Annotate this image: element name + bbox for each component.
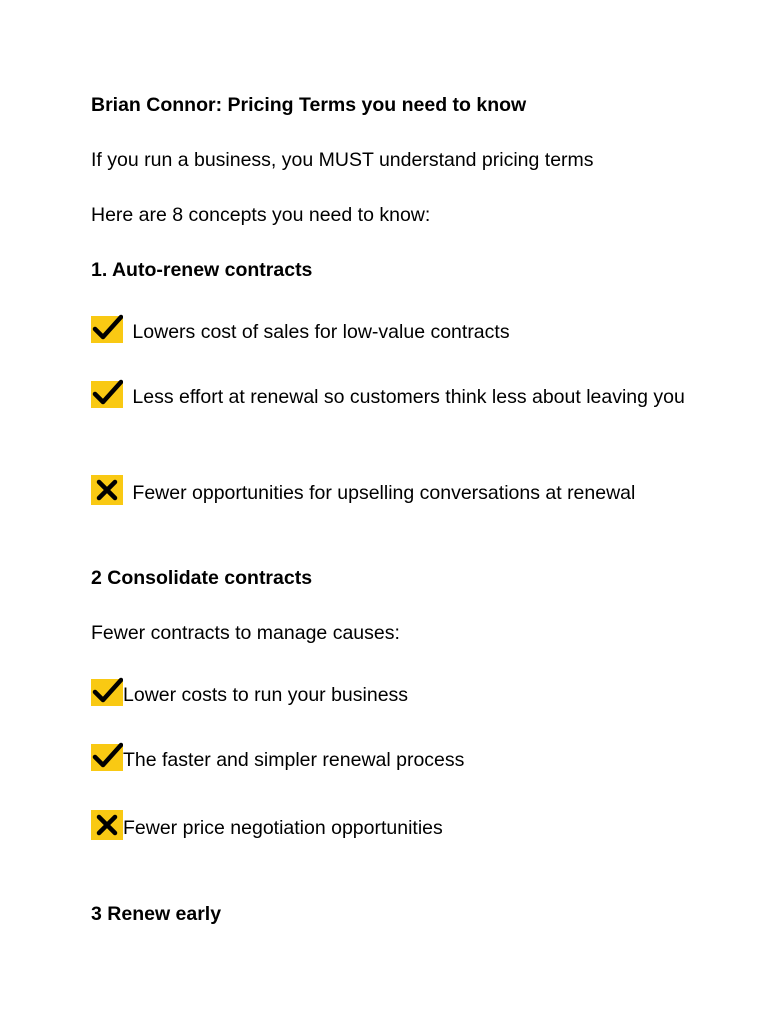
section-lead: Fewer contracts to manage causes:: [91, 622, 400, 644]
list-item-text: Fewer price negotiation opportunities: [123, 817, 443, 839]
list-item-text: Lower costs to run your business: [123, 684, 409, 706]
list-item-text: Fewer opportunities for upselling conversations at renewal: [127, 482, 636, 504]
check-mark-icon: [91, 742, 123, 772]
list-item-text: The faster and simpler renewal process: [123, 749, 465, 771]
list-item-text: Less effort at renewal so customers think less about leaving you: [127, 386, 685, 408]
check-mark-icon: [91, 314, 123, 344]
check-mark-icon: [91, 677, 123, 707]
section-heading-auto-renew: 1. Auto-renew contracts: [91, 259, 313, 281]
section-heading-renew-early: 3 Renew early: [91, 903, 222, 925]
document-title: Brian Connor: Pricing Terms you need to know: [91, 94, 527, 116]
check-mark-icon: [91, 379, 123, 409]
list-item: [91, 379, 691, 411]
list-item: [91, 677, 691, 709]
list-item: [91, 475, 691, 507]
list-item: [91, 314, 691, 346]
list-item-text: Lowers cost of sales for low-value contracts: [127, 321, 510, 343]
cross-mark-icon: [91, 475, 123, 505]
section-heading-consolidate: 2 Consolidate contracts: [91, 567, 313, 589]
list-item: [91, 742, 691, 774]
cross-mark-icon: [91, 810, 123, 840]
intro-paragraph: If you run a business, you MUST understand pricing terms: [91, 149, 594, 171]
subintro-paragraph: Here are 8 concepts you need to know:: [91, 204, 431, 226]
list-item: [91, 810, 691, 842]
